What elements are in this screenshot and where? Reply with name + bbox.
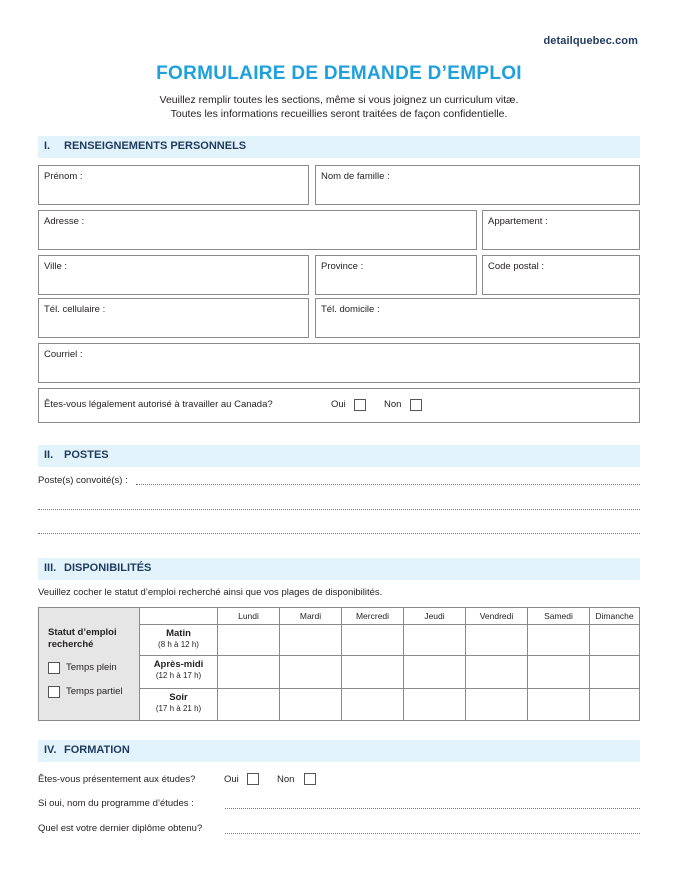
availability-cell-mardi-soir[interactable] <box>280 689 342 720</box>
poste-line-2[interactable] <box>38 500 640 510</box>
availability-cell-mardi-aprsmidi[interactable] <box>280 656 342 689</box>
province-field[interactable] <box>315 255 477 295</box>
slot-hours: (17 h à 21 h) <box>155 704 202 713</box>
availability-cell-mercredi-matin[interactable] <box>342 625 404 656</box>
section-title: FORMATION <box>64 744 130 756</box>
day-header-vendredi: Vendredi <box>466 608 528 625</box>
day-header-dimanche: Dimanche <box>590 608 639 625</box>
availability-cell-jeudi-aprsmidi[interactable] <box>404 656 466 689</box>
diplome-line[interactable] <box>225 824 640 834</box>
availability-cell-lundi-matin[interactable] <box>218 625 280 656</box>
page-subtitle <box>0 93 678 121</box>
section-header-postes <box>38 445 640 467</box>
section-number: IV. <box>44 744 57 756</box>
section-number: I. <box>44 140 51 152</box>
tel-cellulaire-field[interactable] <box>38 298 309 338</box>
day-header-samedi: Samedi <box>528 608 590 625</box>
availability-cell-lundi-aprsmidi[interactable] <box>218 656 280 689</box>
appartement-label: Appartement : <box>488 216 548 227</box>
appartement-field[interactable] <box>482 210 640 250</box>
tel-domicile-label: Tél. domicile : <box>321 304 380 315</box>
availability-cell-dimanche-matin[interactable] <box>590 625 639 656</box>
slot-matin <box>140 625 218 656</box>
section-number: II. <box>44 449 54 461</box>
section-header-personal <box>38 136 640 158</box>
temps-plein-label: Temps plein <box>66 662 117 673</box>
section-number: III. <box>44 562 57 574</box>
availability-cell-samedi-aprsmidi[interactable] <box>528 656 590 689</box>
temps-partiel-checkbox[interactable] <box>48 686 60 698</box>
etudes-question: Êtes-vous présentement aux études? <box>38 774 196 785</box>
availability-cell-vendredi-matin[interactable] <box>466 625 528 656</box>
slot-name: Matin <box>166 628 191 639</box>
adresse-label: Adresse : <box>44 216 85 227</box>
statut-label: Statut d’emploi recherché <box>48 627 117 650</box>
etudes-oui-checkbox[interactable] <box>247 773 259 785</box>
etudes-non-checkbox[interactable] <box>304 773 316 785</box>
slot-hours: (12 h à 17 h) <box>155 671 202 680</box>
temps-partiel-label: Temps partiel <box>66 686 123 697</box>
slot-name: Soir <box>169 692 188 703</box>
availability-instruction: Veuillez cocher le statut d’emploi recherché ainsi que vos plages de disponibilités. <box>38 587 383 598</box>
section-header-disponibilites <box>38 558 640 580</box>
availability-cell-mercredi-aprsmidi[interactable] <box>342 656 404 689</box>
diplome-label: Quel est votre dernier diplôme obtenu? <box>38 823 203 834</box>
availability-cell-lundi-soir[interactable] <box>218 689 280 720</box>
tel-cellulaire-label: Tél. cellulaire : <box>44 304 106 315</box>
subtitle-line-1: Veuillez remplir toutes les sections, même si vous joignez un curriculum vitæ. <box>159 94 519 106</box>
availability-cell-jeudi-matin[interactable] <box>404 625 466 656</box>
slot-apres-midi <box>140 656 218 689</box>
oui-label: Oui <box>331 399 346 410</box>
temps-plein-checkbox[interactable] <box>48 662 60 674</box>
poste-line-3[interactable] <box>38 524 640 534</box>
prenom-field[interactable] <box>38 165 309 205</box>
day-header-jeudi: Jeudi <box>404 608 466 625</box>
section-title: POSTES <box>64 449 109 461</box>
etudes-oui-label: Oui <box>224 774 239 785</box>
availability-cell-vendredi-aprsmidi[interactable] <box>466 656 528 689</box>
day-header-mercredi: Mercredi <box>342 608 404 625</box>
slot-name: Après-midi <box>153 659 204 670</box>
availability-cell-dimanche-aprsmidi[interactable] <box>590 656 639 689</box>
ville-field[interactable] <box>38 255 309 295</box>
day-header-mardi: Mardi <box>280 608 342 625</box>
section-title: RENSEIGNEMENTS PERSONNELS <box>64 140 247 152</box>
availability-cell-dimanche-soir[interactable] <box>590 689 639 720</box>
code-postal-field[interactable] <box>482 255 640 295</box>
page-title: FORMULAIRE DE DEMANDE D’EMPLOI <box>156 63 522 84</box>
availability-table <box>38 607 640 721</box>
programme-line[interactable] <box>225 799 640 809</box>
day-header-lundi: Lundi <box>218 608 280 625</box>
availability-cell-samedi-matin[interactable] <box>528 625 590 656</box>
section-header-formation <box>38 740 640 762</box>
courriel-label: Courriel : <box>44 349 83 360</box>
availability-cell-jeudi-soir[interactable] <box>404 689 466 720</box>
prenom-label: Prénom : <box>44 171 83 182</box>
slot-soir <box>140 689 218 720</box>
authorized-oui-checkbox[interactable] <box>354 399 366 411</box>
ville-label: Ville : <box>44 261 68 272</box>
province-label: Province : <box>321 261 364 272</box>
work-authorization-row <box>38 388 640 423</box>
courriel-field[interactable] <box>38 343 640 383</box>
nom-label: Nom de famille : <box>321 171 390 182</box>
authorized-non-checkbox[interactable] <box>410 399 422 411</box>
etudes-non-label: Non <box>277 774 295 785</box>
poste-line-1[interactable] <box>136 475 640 485</box>
availability-cell-vendredi-soir[interactable] <box>466 689 528 720</box>
poste-label: Poste(s) convoité(s) : <box>38 475 128 486</box>
tel-domicile-field[interactable] <box>315 298 640 338</box>
blank-header <box>140 608 218 625</box>
nom-field[interactable] <box>315 165 640 205</box>
availability-cell-mardi-matin[interactable] <box>280 625 342 656</box>
work-authorization-question: Êtes-vous légalement autorisé à travailler au Canada? <box>44 399 273 410</box>
brand-url: detailquebec.com <box>543 35 638 47</box>
slot-hours: (8 h à 12 h) <box>158 640 199 649</box>
availability-cell-samedi-soir[interactable] <box>528 689 590 720</box>
adresse-field[interactable] <box>38 210 477 250</box>
subtitle-line-2: Toutes les informations recueillies seront traitées de façon confidentielle. <box>170 108 508 120</box>
programme-label: Si oui, nom du programme d’études : <box>38 798 194 809</box>
section-title: DISPONIBILITÉS <box>64 562 152 574</box>
statut-panel <box>39 608 140 720</box>
non-label: Non <box>384 399 402 410</box>
code-postal-label: Code postal : <box>488 261 544 272</box>
availability-cell-mercredi-soir[interactable] <box>342 689 404 720</box>
